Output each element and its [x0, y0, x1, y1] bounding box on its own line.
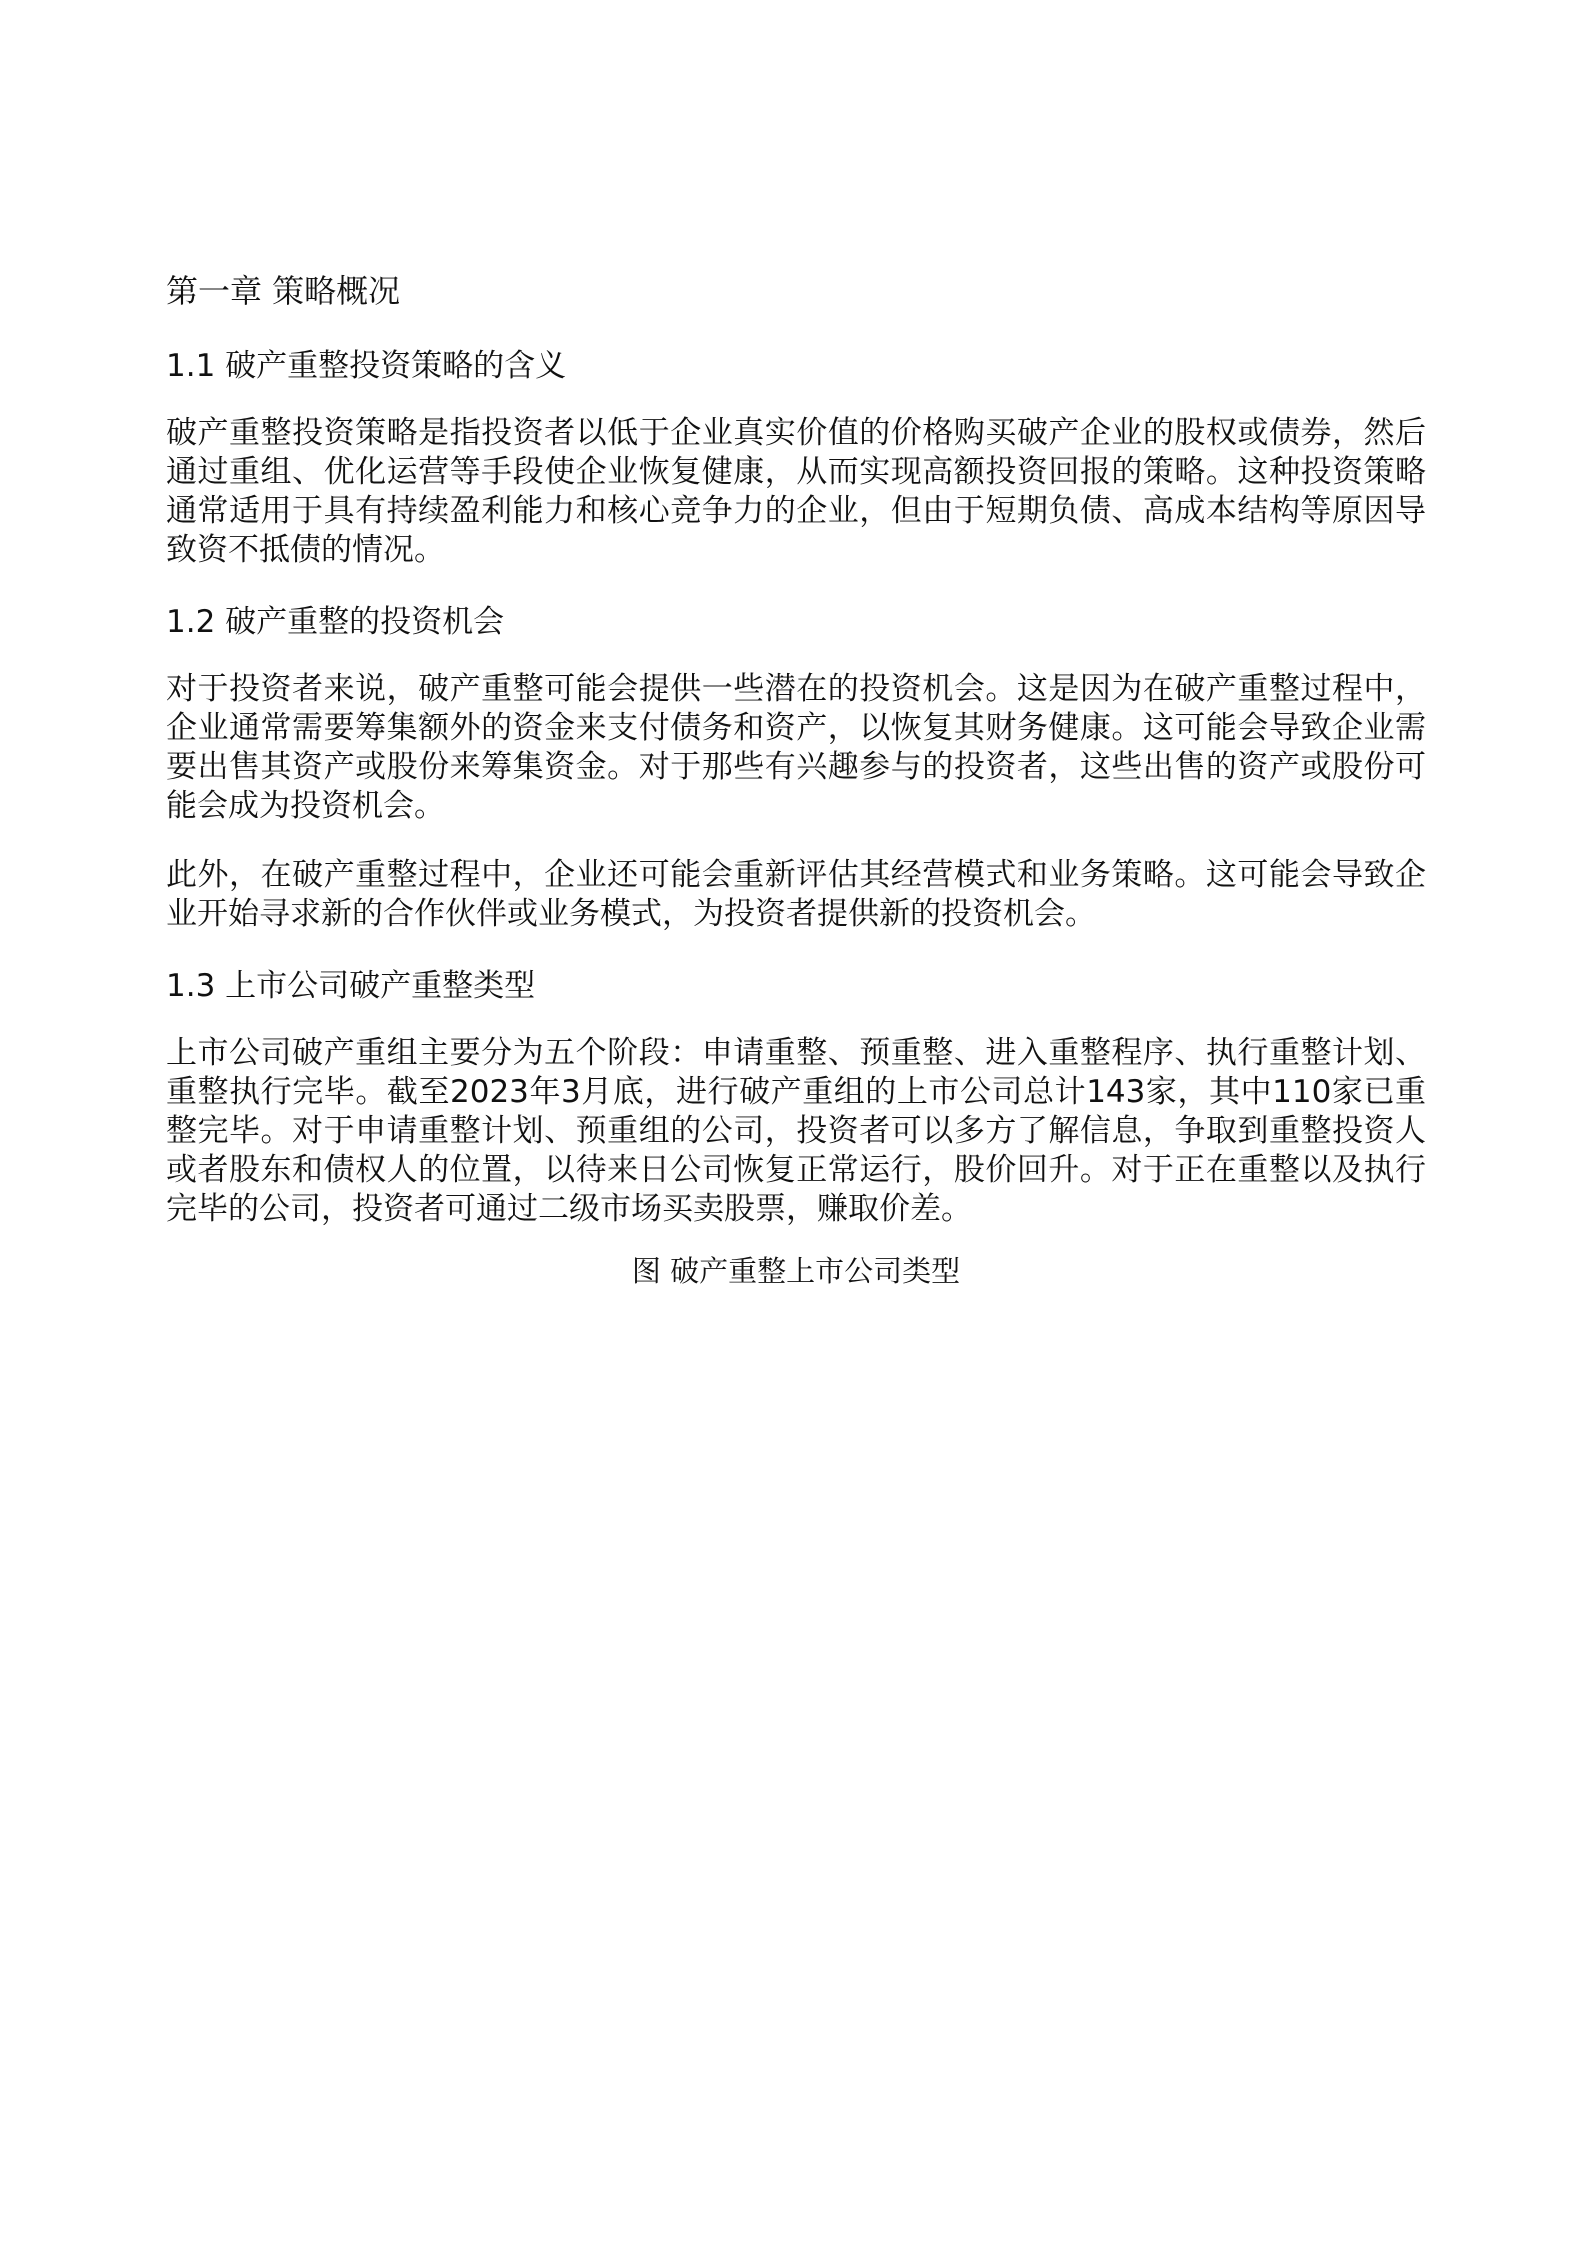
chapter-title: 第一章 策略概况	[166, 272, 401, 310]
figure-caption: 图 破产重整上市公司类型	[631, 1254, 961, 1288]
section-title-1-3: 1.3 上市公司破产重整类型	[166, 968, 536, 1004]
document-page	[166, 268, 1426, 1291]
paragraph-1-2-a: 对于投资者来说，破产重整可能会提供一些潜在的投资机会。这是因为在破产重整过程中，企业通常需要筹集额外的资金来支付债务和资产，以恢复其财务健康。这可能会导致企业需要出售其资产或股份来筹集资金。对于那些有兴趣参与的投资者，这些出售的资产或股份可能会成为投资机会。	[166, 671, 1426, 824]
paragraph-1-3: 上市公司破产重组主要分为五个阶段：申请重整、预重整、进入重整程序、执行重整计划、重整执行完毕。截至2023年3月底，进行破产重组的上市公司总计143家，其中110家已重整完毕。对于申请重整计划、预重组的公司，投资者可以多方了解信息，争取到重整投资人或者股东和债权人的位置，以待来日公司恢复正常运行，股价回升。对于正在重整以及执行完毕的公司，投资者可通过二级市场买卖股票，赚取价差。	[166, 1035, 1426, 1227]
section-title-1-1: 1.1 破产重整投资策略的含义	[166, 348, 567, 384]
paragraph-1-1: 破产重整投资策略是指投资者以低于企业真实价值的价格购买破产企业的股权或债券，然后通过重组、优化运营等手段使企业恢复健康，从而实现高额投资回报的策略。这种投资策略通常适用于具有持续盈利能力和核心竞争力的企业，但由于短期负债、高成本结构等原因导致资不抵债的情况。	[166, 415, 1426, 568]
paragraph-1-2-b: 此外，在破产重整过程中，企业还可能会重新评估其经营模式和业务策略。这可能会导致企业开始寻求新的合作伙伴或业务模式，为投资者提供新的投资机会。	[166, 857, 1426, 932]
section-title-1-2: 1.2 破产重整的投资机会	[166, 604, 505, 640]
